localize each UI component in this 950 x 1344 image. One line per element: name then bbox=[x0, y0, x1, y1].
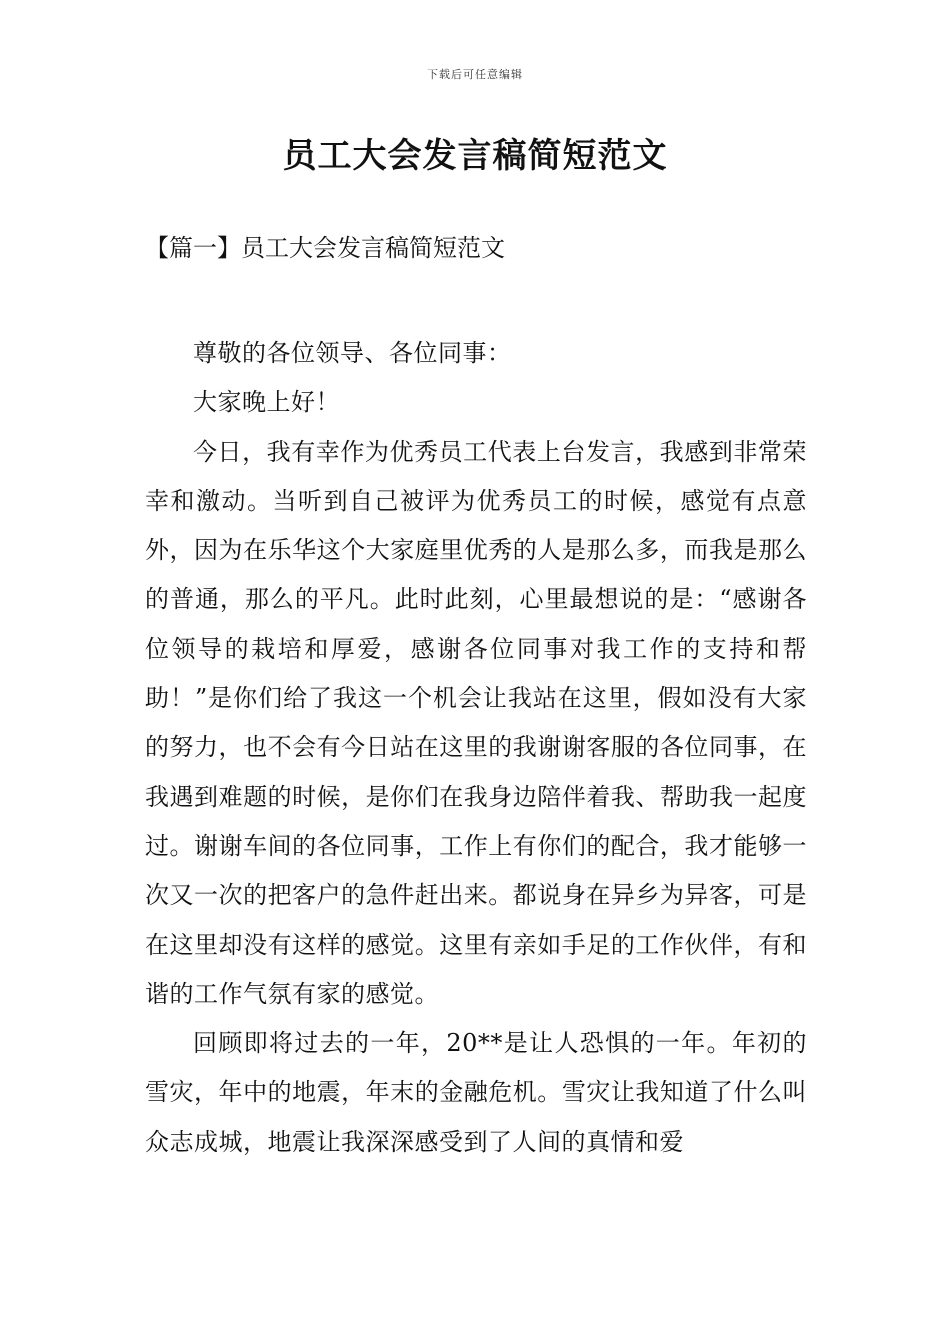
salutation-paragraph: 大家晚上好！ bbox=[193, 388, 340, 417]
section-heading: 【篇一】员工大会发言稿简短范文 bbox=[145, 234, 505, 262]
body-paragraph: 今日，我有幸作为优秀员工代表上台发言，我感到非常荣幸和激动。当听到自己被评为优秀员工的时候，感觉有点意外，因为在乐华这个大家庭里优秀的人是那么多，而我是那么的普通，那么的平凡。此时此刻，心里最想说的是：“感谢各位领导的栽培和厚爱，感谢各位同事对我工作的支持和帮助！”是你们给了我这一个机会让我站在这里，假如没有大家的努力，也不会有今日站在这里的我谢谢客服的各位同事，在我遇到难题的时候，是你们在我身边陪伴着我、帮助我一起度过。谢谢车间的各位同事，工作上有你们的配合，我才能够一次又一次的把客户的急件赶出来。都说身在异乡为异客，可是在这里却没有这样的感觉。这里有亲如手足的工作伙伴，有和谐的工作气氛有家的感觉。 bbox=[145, 437, 807, 1008]
body-paragraph: 回顾即将过去的一年，20**是让人恐惧的一年。年初的雪灾，年中的地震，年末的金融危机。雪灾让我知道了什么叫众志成城，地震让我深深感受到了人间的真情和爱 bbox=[145, 1029, 807, 1156]
document-body bbox=[145, 329, 807, 1167]
greeting-paragraph: 尊敬的各位领导、各位同事： bbox=[193, 339, 512, 367]
header-note: 下载后可任意编辑 bbox=[427, 68, 523, 81]
document-title: 员工大会发言稿简短范文 bbox=[282, 136, 668, 176]
